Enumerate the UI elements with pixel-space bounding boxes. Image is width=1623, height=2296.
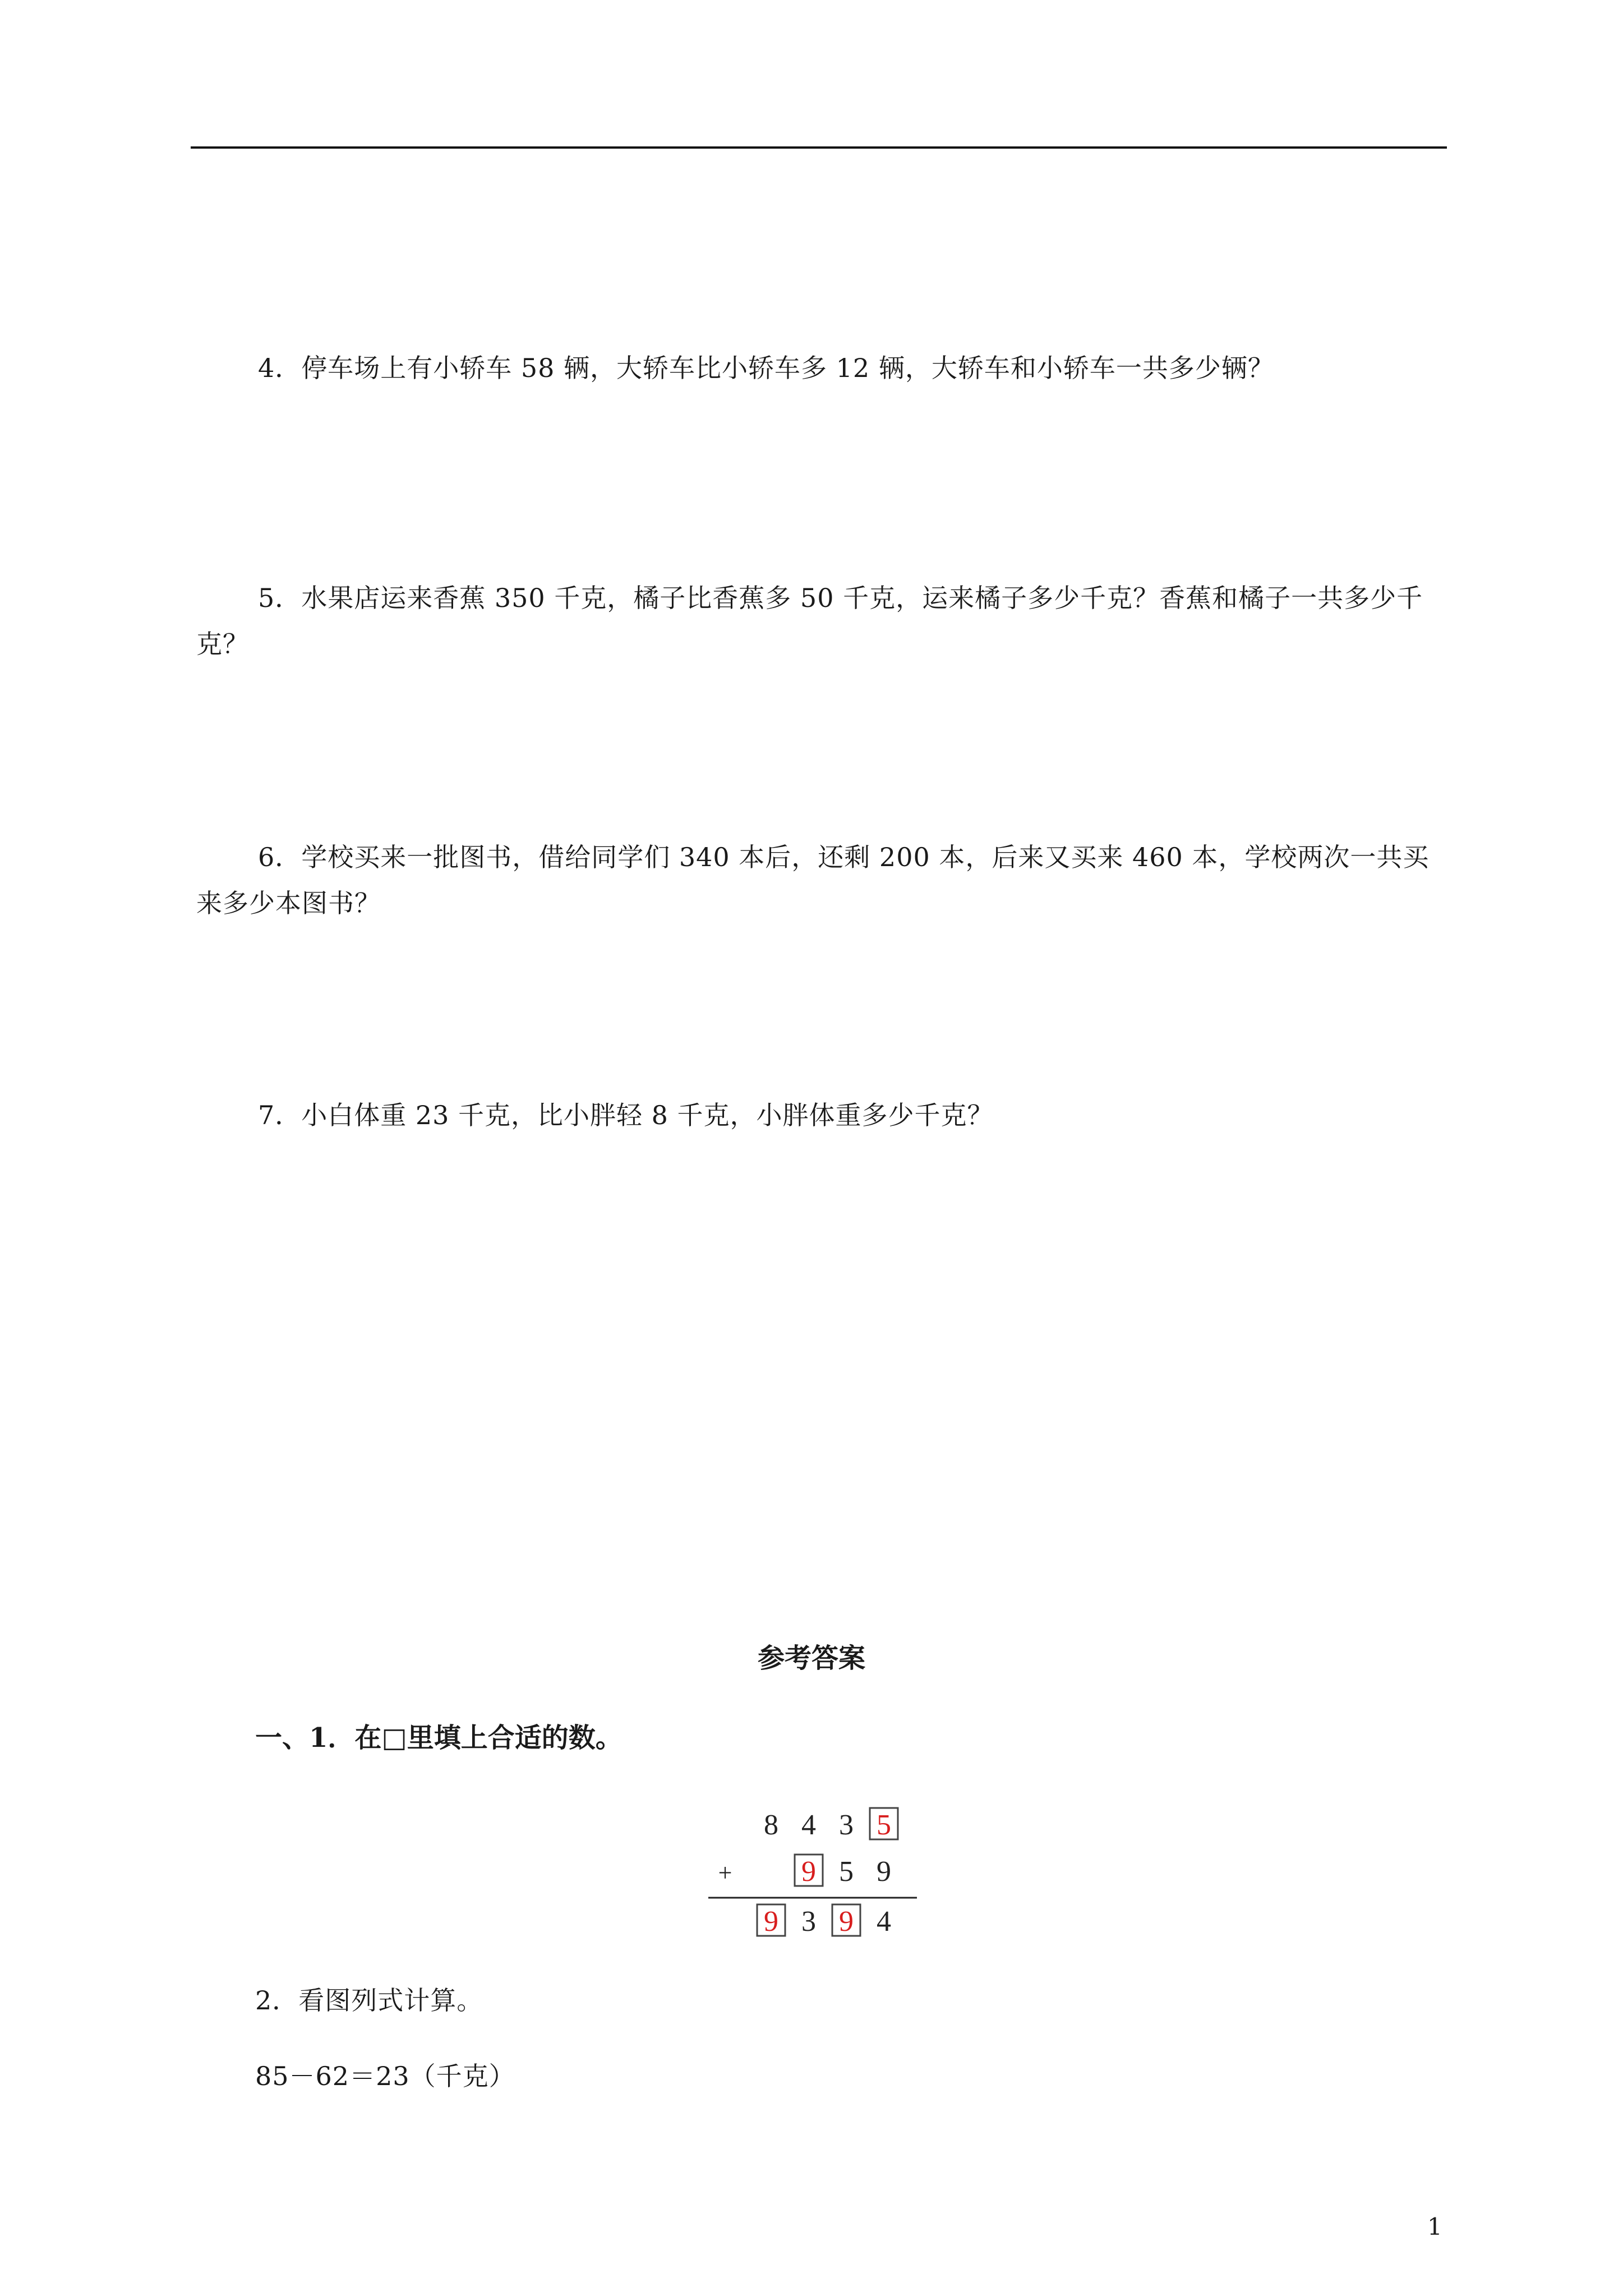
result-digit-4: 4 (877, 1906, 891, 1938)
answer-item-2-equation: 85－62＝23（千克） (255, 2061, 515, 2091)
filled-digit-result-3: 9 (839, 1906, 854, 1938)
second-digit-2: 5 (839, 1856, 854, 1888)
answer-item-2-heading: 2．看图列式计算。 (255, 1985, 483, 2016)
header-rule (191, 146, 1447, 149)
top-digit-2: 4 (801, 1809, 816, 1841)
answers-title: 参考答案 (757, 1642, 865, 1674)
question-6: 6．学校买来一批图书，借给同学们 340 本后，还剩 200 本，后来又买来 460 本，学校两次一共买来多少本图书？ (196, 842, 1430, 918)
plus-sign: + (718, 1859, 732, 1887)
result-digit-2: 3 (801, 1906, 816, 1938)
vertical-addition-puzzle (704, 1798, 928, 1952)
second-digit-3: 9 (877, 1856, 891, 1888)
question-4: 4．停车场上有小轿车 58 辆，大轿车比小轿车多 12 辆，大轿车和小轿车一共多少辆？ (258, 353, 1274, 383)
page-number: 1 (1427, 2213, 1442, 2240)
question-5: 5．水果店运来香蕉 350 千克，橘子比香蕉多 50 千克，运来橘子多少千克？香蕉和橘子一共多少千克？ (196, 583, 1423, 659)
answers-section-1-heading: 一、1．在□里填上合适的数。 (255, 1722, 623, 1754)
filled-digit-top: 5 (877, 1809, 891, 1841)
filled-digit-second: 9 (801, 1856, 816, 1888)
question-7: 7．小白体重 23 千克，比小胖轻 8 千克，小胖体重多少千克？ (258, 1100, 994, 1130)
top-digit-3: 3 (839, 1809, 854, 1841)
filled-digit-result-1: 9 (764, 1906, 778, 1938)
top-digit-1: 8 (764, 1809, 778, 1841)
